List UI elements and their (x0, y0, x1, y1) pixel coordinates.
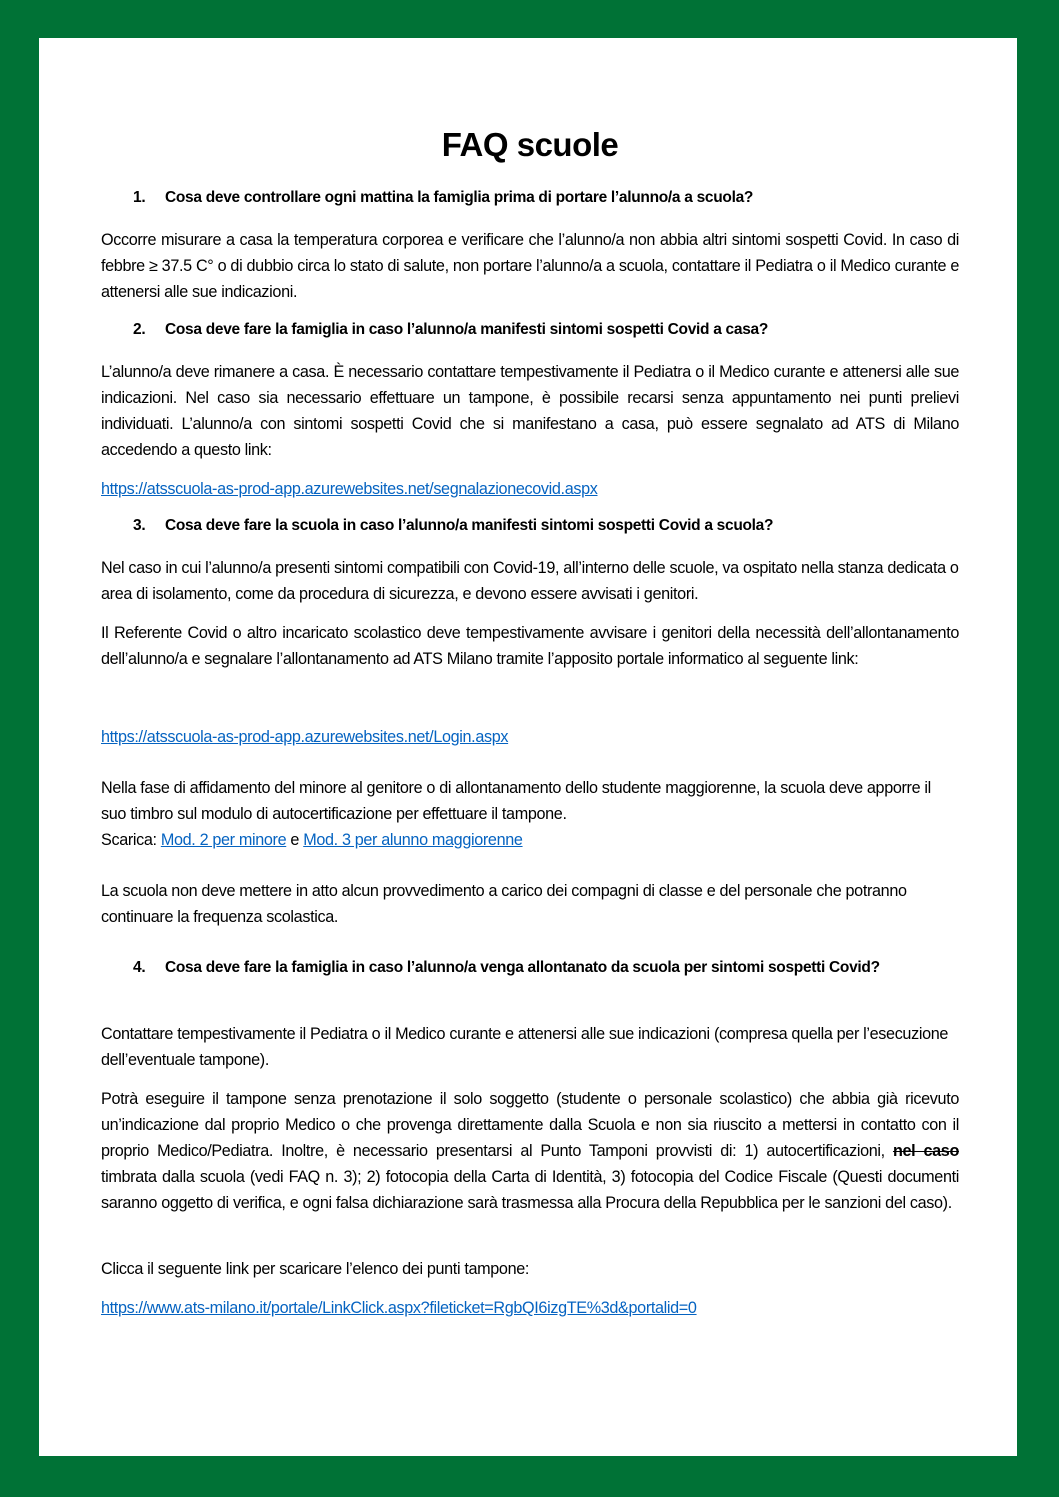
faq-4-answer-3: Clicca il seguente link per scaricare l’elenco dei punti tampone: (101, 1260, 530, 1278)
faq-4-answer-2-start: Potrà eseguire il tampone senza prenotazione il solo soggetto (studente o personale scolastico) che abbia già ricevuto un’indicazione dal proprio Medico o che provenga direttamente dalla Scuola e non sia riuscito a mettersi in contatto con il proprio Medico/Pediatra. Inoltre, è necessario presentarsi al Punto Tamponi provvisti di: 1) autocertificazioni, (101, 1090, 959, 1160)
faq-question-text: Cosa deve fare la famiglia in caso l’alunno/a venga allontanato da scuola per sintomi sospetti Covid? (165, 959, 880, 976)
faq-question-2 (133, 317, 933, 343)
document-page (39, 38, 1017, 1456)
faq-3-after-link: Nella fase di affidamento del minore al genitore o di allontanamento dello studente maggiorenne, la scuola deve apporre il suo timbro sul modulo di autocertificazione per effettuare il tampone. (101, 779, 931, 823)
faq-3-link-line (101, 724, 959, 750)
faq-question-text: Cosa deve fare la scuola in caso l’alunno/a manifesti sintomi sospetti Covid a scuola? (165, 517, 774, 534)
faq-number: 3. (133, 517, 146, 534)
faq-3-closing: La scuola non deve mettere in atto alcun provvedimento a carico dei compagni di classe e del personale che potranno continuare la frequenza scolastica. (101, 882, 907, 926)
faq-number: 4. (133, 959, 146, 976)
punti-tampone-link[interactable]: https://www.ats-milano.it/portale/LinkClick.aspx?fileticket=RgbQI6izgTE%3d&portalid=0 (101, 1299, 697, 1317)
faq-2-link-line (101, 476, 959, 502)
struck-text: nel caso (892, 1142, 959, 1160)
download-line (101, 827, 959, 853)
faq-4-answer-1: Contattare tempestivamente il Pediatra o il Medico curante e attenersi alle sue indicazioni (compresa quella per l’esecuzione dell’eventuale tampone). (101, 1025, 949, 1069)
faq-question-text: Cosa deve fare la famiglia in caso l’alunno/a manifesti sintomi sospetti Covid a casa? (165, 321, 769, 338)
faq-3-answer-2: Il Referente Covid o altro incaricato scolastico deve tempestivamente avvisare i genitori della necessità dell’allontanamento dell’alunno/a e segnalare l’allontanamento ad ATS Milano tramite l’apposito portale informatico al seguente link: (101, 624, 959, 668)
login-portal-link[interactable]: https://atsscuola-as-prod-app.azurewebsites.net/Login.aspx (101, 728, 509, 746)
download-conjunction: e (286, 831, 304, 849)
faq-question-text: Cosa deve controllare ogni mattina la famiglia prima di portare l’alunno/a a scuola? (165, 189, 754, 206)
download-prefix: Scarica: (101, 831, 161, 849)
faq-question-1 (133, 185, 933, 211)
faq-number: 2. (133, 321, 146, 338)
faq-4-answer-2 (101, 1086, 959, 1216)
faq-1-answer: Occorre misurare a casa la temperatura corporea e verificare che l’alunno/a non abbia altri sintomi sospetti Covid. In caso di febbre ≥ 37.5 C° o di dubbio circa lo stato di salute, non portare l’alunno/a a scuola, contattare il Pediatra o il Medico curante e attenersi alle sue indicazioni. (101, 231, 959, 301)
faq-question-3 (133, 513, 933, 539)
page-title: FAQ scuole (441, 126, 619, 163)
mod-3-maggiorenne-link[interactable]: Mod. 3 per alunno maggiorenne (303, 831, 523, 849)
faq-question-4 (133, 955, 933, 981)
mod-2-minore-link[interactable]: Mod. 2 per minore (160, 831, 287, 849)
faq-2-answer: L’alunno/a deve rimanere a casa. È necessario contattare tempestivamente il Pediatra o il Medico curante e attenersi alle sue indicazioni. Nel caso sia necessario effettuare un tampone, è possibile recarsi senza appuntamento nei punti prelievi individuati. L’alunno/a con sintomi sospetti Covid che si manifestano a casa, può essere segnalato ad ATS di Milano accedendo a questo link: (101, 363, 959, 459)
faq-4-link-line (101, 1295, 959, 1321)
faq-3-answer-1: Nel caso in cui l’alunno/a presenti sintomi compatibili con Covid-19, all’interno delle scuole, va ospitato nella stanza dedicata o area di isolamento, come da procedura di sicurezza, e devono essere avvisati i genitori. (101, 559, 959, 603)
faq-4-answer-2-end: timbrata dalla scuola (vedi FAQ n. 3); 2) fotocopia della Carta di Identità, 3) fotocopia del Codice Fiscale (Questi documenti saranno oggetto di verifica, e ogni falsa dichiarazione sarà trasmessa alla Procura della Repubblica per le sanzioni del caso). (101, 1168, 959, 1212)
segnalazione-covid-link[interactable]: https://atsscuola-as-prod-app.azurewebsites.net/segnalazionecovid.aspx (101, 480, 598, 498)
faq-number: 1. (133, 189, 146, 206)
